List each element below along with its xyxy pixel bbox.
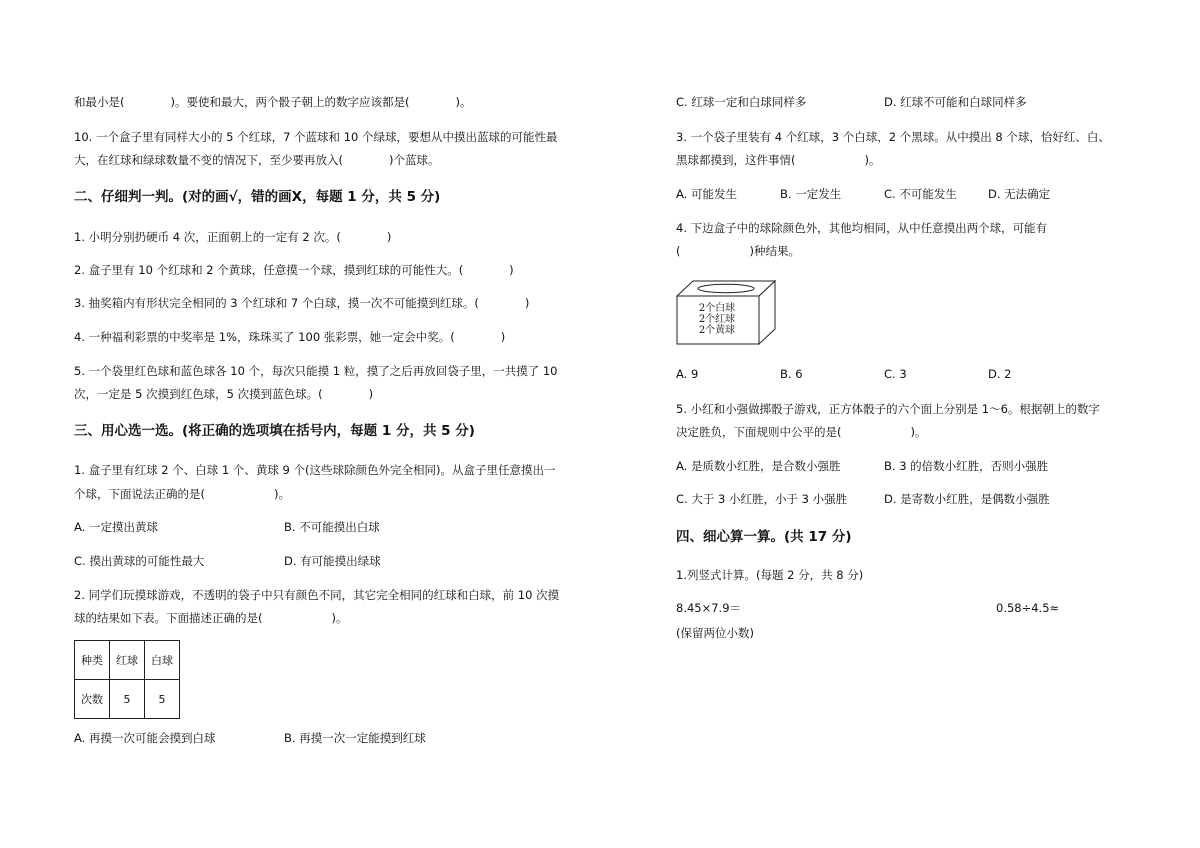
choice-2-option-c: C. 红球一定和白球同样多 xyxy=(676,95,807,109)
choice-3-option-d: D. 无法确定 xyxy=(988,187,1051,201)
choice-2-option-a: A. 再摸一次可能会摸到白球 xyxy=(74,731,216,745)
choice-4-option-c: C. 3 xyxy=(884,367,907,381)
judge-question-3: 3. 抽奖箱内有形状完全相同的 3 个红球和 7 个白球，摸一次不可能摸到红球。( ) xyxy=(74,296,530,310)
choice-question-5-line2: 决定胜负，下面规则中公平的是( )。 xyxy=(676,425,927,439)
table-row xyxy=(75,641,180,680)
choice-question-2-line1: 2. 同学们玩摸球游戏，不透明的袋子中只有颜色不同，其它完全相同的红球和白球，前 10 次摸 xyxy=(74,588,560,602)
table-row xyxy=(75,680,180,719)
result-table xyxy=(74,640,180,719)
choice-question-4-line1: 4. 下边盒子中的球除颜色外，其他均相同，从中任意摸出两个球，可能有 xyxy=(676,221,1048,235)
calc-problem-2: 0.58÷4.5≈ xyxy=(996,601,1060,615)
choice-question-4-line2: ( )种结果。 xyxy=(676,244,800,258)
choice-3-option-a: A. 可能发生 xyxy=(676,187,737,201)
question-10-line1: 10. 一个盒子里有同样大小的 5 个红球，7 个蓝球和 10 个绿球，要想从中摸出蓝球的可能性最 xyxy=(74,130,558,144)
choice-question-2-line2: 球的结果如下表。下面描述正确的是( )。 xyxy=(74,611,348,625)
choice-2-option-b: B. 再摸一次一定能摸到红球 xyxy=(284,731,426,745)
choice-1-option-d: D. 有可能摸出绿球 xyxy=(284,554,381,568)
question-10-line2: 大，在红球和绿球数量不变的情况下，至少要再放入( )个蓝球。 xyxy=(74,153,440,167)
judge-question-1: 1. 小明分别扔硬币 4 次，正面朝上的一定有 2 次。( ) xyxy=(74,230,392,244)
table-cell: 红球 xyxy=(110,641,145,680)
choice-5-option-d: D. 是寄数小红胜，是偶数小强胜 xyxy=(884,492,1050,506)
choice-5-option-c: C. 大于 3 小红胜，小于 3 小强胜 xyxy=(676,492,848,506)
choice-1-option-b: B. 不可能摸出白球 xyxy=(284,520,380,534)
box-label-red: 2个红球 xyxy=(698,314,736,325)
choice-3-option-b: B. 一定发生 xyxy=(780,187,842,201)
choice-1-option-a: A. 一定摸出黄球 xyxy=(74,520,158,534)
left-column xyxy=(74,0,594,848)
table-cell: 5 xyxy=(110,680,145,719)
choice-3-option-c: C. 不可能发生 xyxy=(884,187,957,201)
question-9-continued: 和最小是( )。要使和最大，两个骰子朝上的数字应该都是( )。 xyxy=(74,95,472,109)
choice-4-option-b: B. 6 xyxy=(780,367,803,381)
choice-2-option-d: D. 红球不可能和白球同样多 xyxy=(884,95,1027,109)
section-2-heading: 二、仔细判一判。(对的画√，错的画X，每题 1 分，共 5 分) xyxy=(74,189,441,205)
right-column xyxy=(676,0,1196,848)
judge-question-5-line1: 5. 一个袋里红色球和蓝色球各 10 个，每次只能摸 1 粒，摸了之后再放回袋子里，一共摸了 10 xyxy=(74,364,558,378)
section-3-heading: 三、用心选一选。(将正确的选项填在括号内，每题 1 分，共 5 分) xyxy=(74,423,475,439)
box-label-yellow: 2个黄球 xyxy=(698,325,736,336)
section-4-heading: 四、细心算一算。(共 17 分) xyxy=(676,529,852,545)
calc-instruction: 1.列竖式计算。(每题 2 分，共 8 分) xyxy=(676,568,864,582)
choice-5-option-a: A. 是质数小红胜，是合数小强胜 xyxy=(676,459,841,473)
table-cell: 种类 xyxy=(75,641,110,680)
choice-question-3-line1: 3. 一个袋子里装有 4 个红球，3 个白球，2 个黑球。从中摸出 8 个球，恰好红、白、 xyxy=(676,130,1110,144)
table-cell: 次数 xyxy=(75,680,110,719)
choice-4-option-a: A. 9 xyxy=(676,367,699,381)
calc-note: (保留两位小数) xyxy=(676,626,754,640)
table-cell: 5 xyxy=(145,680,180,719)
ball-box-illustration xyxy=(676,278,776,346)
choice-question-3-line2: 黑球都摸到，这件事情( )。 xyxy=(676,153,881,167)
table-cell: 白球 xyxy=(145,641,180,680)
choice-1-option-c: C. 摸出黄球的可能性最大 xyxy=(74,554,205,568)
judge-question-4: 4. 一种福利彩票的中奖率是 1%，珠珠买了 100 张彩票，她一定会中奖。( ) xyxy=(74,330,506,344)
calc-problem-1: 8.45×7.9＝ xyxy=(676,601,742,615)
judge-question-2: 2. 盒子里有 10 个红球和 2 个黄球，任意摸一个球，摸到红球的可能性大。( ) xyxy=(74,263,514,277)
choice-5-option-b: B. 3 的倍数小红胜，否则小强胜 xyxy=(884,459,1049,473)
choice-question-1-line1: 1. 盒子里有红球 2 个、白球 1 个、黄球 9 个(这些球除颜色外完全相同)。从盒子里任意摸出一 xyxy=(74,463,556,477)
judge-question-5-line2: 次，一定是 5 次摸到红色球，5 次摸到蓝色球。( ) xyxy=(74,387,374,401)
choice-question-1-line2: 个球，下面说法正确的是( )。 xyxy=(74,487,290,501)
choice-question-5-line1: 5. 小红和小强做掷骰子游戏，正方体骰子的六个面上分别是 1～6。根据朝上的数字 xyxy=(676,402,1100,416)
choice-4-option-d: D. 2 xyxy=(988,367,1012,381)
box-label-white: 2个白球 xyxy=(698,303,736,314)
